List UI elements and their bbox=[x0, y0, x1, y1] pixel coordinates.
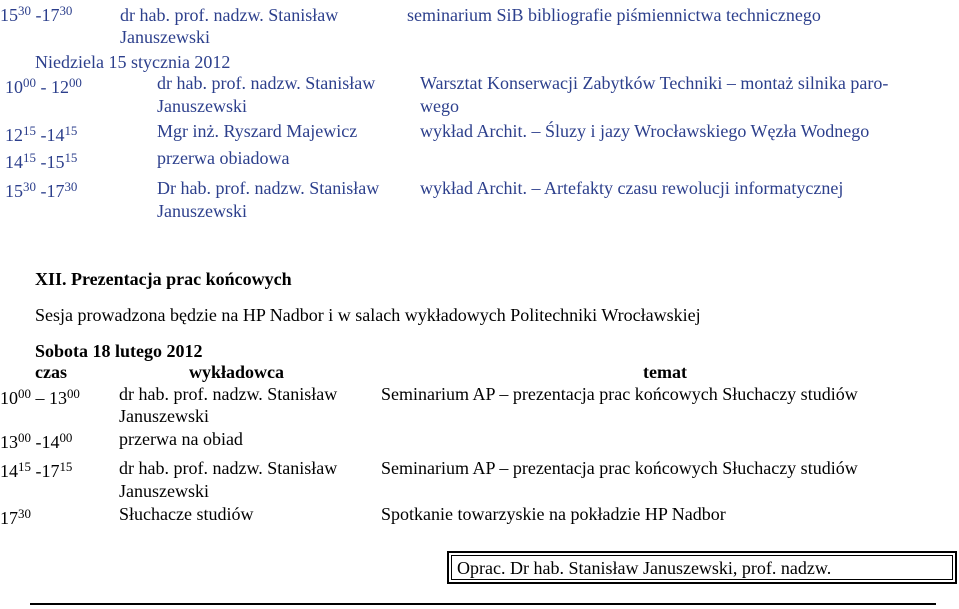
time-cell: $13^{00}$ $-14^{00}$ bbox=[0, 429, 73, 452]
lecturer-cell-cont: Januszewski bbox=[157, 201, 247, 221]
topic-cell: seminarium SiB bibliografie piśmiennictwa technicznego bbox=[407, 5, 821, 25]
lecturer-cell: przerwa na obiad bbox=[119, 429, 243, 449]
column-header-lecturer: wykładowca bbox=[189, 362, 285, 382]
lecturer-cell-cont: Januszewski bbox=[120, 27, 210, 47]
lecturer-cell-cont: Januszewski bbox=[119, 406, 209, 426]
lecturer-cell-cont: Januszewski bbox=[119, 481, 209, 501]
topic-cell-cont: wego bbox=[420, 96, 459, 116]
topic-cell: Spotkanie towarzyskie na pokładzie HP Nadbor bbox=[381, 504, 726, 524]
time-cell: $12^{15}$ $-14^{15}$ bbox=[5, 122, 78, 145]
section-heading: XII. Prezentacja prac końcowych bbox=[35, 269, 292, 289]
time-cell: $17^{30}$ bbox=[0, 505, 31, 528]
lecturer-cell: Słuchacze studiów bbox=[119, 504, 254, 524]
lecturer-cell-cont: Januszewski bbox=[157, 96, 247, 116]
time-cell: $10^{00} - 13^{00}$ bbox=[0, 385, 80, 408]
section-intro: Sesja prowadzona będzie na HP Nadbor i w salach wykładowych Politechniki Wrocławskiej bbox=[35, 305, 701, 325]
day-heading: Niedziela 15 stycznia 2012 bbox=[35, 52, 231, 72]
credit-text: Oprac. Dr hab. Stanisław Januszewski, prof. nadzw. bbox=[457, 558, 832, 578]
lecturer-cell: dr hab. prof. nadzw. Stanisław bbox=[157, 73, 376, 93]
lecturer-cell: dr hab. prof. nadzw. Stanisław bbox=[119, 384, 338, 404]
credit-box bbox=[447, 551, 957, 584]
lecturer-cell: przerwa obiadowa bbox=[157, 148, 290, 168]
topic-cell: wykład Archit. – Artefakty czasu rewolucji informatycznej bbox=[420, 178, 844, 198]
topic-cell: Seminarium AP – prezentacja prac końcowych Słuchaczy studiów bbox=[381, 384, 858, 404]
column-header-time: czas bbox=[35, 362, 67, 382]
time-cell: $14^{15}$ $-15^{15}$ bbox=[5, 149, 78, 172]
lecturer-cell: Mgr inż. Ryszard Majewicz bbox=[157, 121, 358, 141]
lecturer-cell: Dr hab. prof. nadzw. Stanisław bbox=[157, 178, 380, 198]
lecturer-cell: dr hab. prof. nadzw. Stanisław bbox=[119, 458, 338, 478]
time-cell: $14^{15}$ $-17^{15}$ bbox=[0, 458, 73, 481]
bottom-rule bbox=[30, 603, 936, 605]
topic-cell: Seminarium AP – prezentacja prac końcowych Słuchaczy studiów bbox=[381, 458, 858, 478]
topic-cell: wykład Archit. – Śluzy i jazy Wrocławskiego Węzła Wodnego bbox=[420, 121, 870, 141]
day-heading: Sobota 18 lutego 2012 bbox=[35, 341, 203, 361]
column-header-topic: temat bbox=[643, 362, 687, 382]
time-cell: $15^{30}$ $-17^{30}$ bbox=[0, 2, 73, 25]
lecturer-cell: dr hab. prof. nadzw. Stanisław bbox=[120, 5, 339, 25]
time-cell: $15^{30}$ $-17^{30}$ bbox=[5, 178, 78, 201]
topic-cell: Warsztat Konserwacji Zabytków Techniki – montaż silnika paro- bbox=[420, 73, 889, 93]
time-cell: $10^{00} - 12^{00}$ bbox=[5, 74, 82, 97]
